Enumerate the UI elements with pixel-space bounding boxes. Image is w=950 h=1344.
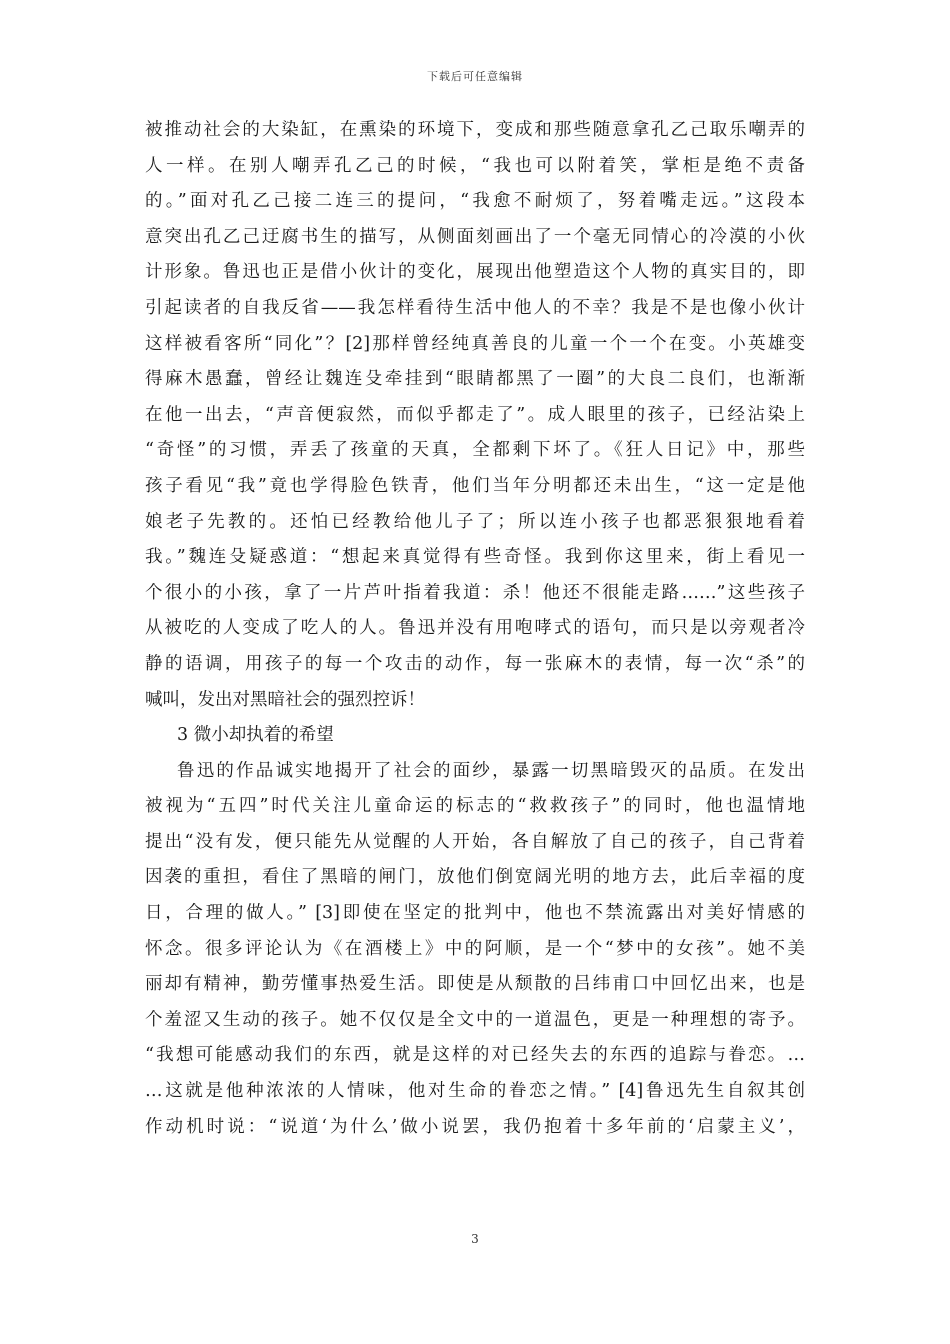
text-line: 这样被看客所“同化”？[2]那样曾经纯真善良的儿童一个一个在变。小英雄变 [145,333,805,354]
text-line: 人一样。在别人嘲弄孔乙己的时候，“我也可以附着笑，掌柜是绝不责备 [145,155,805,176]
text-line: 引起读者的自我反省——我怎样看待生活中他人的不幸？我是不是也像小伙计 [145,297,805,318]
text-line: 从被吃的人变成了吃人的人。鲁迅并没有用咆哮式的语句，而只是以旁观者冷 [145,618,805,639]
text-line: 被视为“五四”时代关注儿童命运的标志的“救救孩子”的同时，他也温情地 [145,796,805,817]
text-line: 娘老子先教的。还怕已经教给他儿子了；所以连小孩子也都恶狠狠地看着 [145,511,805,532]
body-text [145,113,805,1145]
text-line: 提出“没有发，便只能先从觉醒的人开始，各自解放了自己的孩子，自己背着 [145,831,805,852]
text-line: 的。”面对孔乙己接二连三的提问，“我愈不耐烦了，努着嘴走远。”这段本 [145,191,805,212]
text-line: 怀念。很多评论认为《在酒楼上》中的阿顺，是一个“梦中的女孩”。她不美 [145,938,805,959]
text-line: 个很小的小孩，拿了一片芦叶指着我道：杀！他还不很能走路……”这些孩子 [145,582,805,603]
page-number: 3 [471,1232,479,1246]
page-header: 下载后可任意编辑 [427,70,523,83]
text-line: 我。”魏连殳疑惑道：“想起来真觉得有些奇怪。我到你这里来，街上看见一 [145,547,805,568]
text-line: 意突出孔乙己迂腐书生的描写，从侧面刻画出了一个毫无同情心的冷漠的小伙 [145,226,805,247]
text-line: 喊叫，发出对黑暗社会的强烈控诉！ [145,689,425,710]
section-heading: 3 微小却执着的希望 [177,725,334,746]
text-line: 作动机时说：“说道‘为什么’做小说罢，我仍抱着十多年前的‘启蒙主义’， [145,1116,805,1137]
text-line: 得麻木愚蠢，曾经让魏连殳牵挂到“眼睛都黑了一圈”的大良二良们，也渐渐 [145,369,805,390]
text-line: 个羞涩又生动的孩子。她不仅仅是全文中的一道温色，更是一种理想的寄予。 [145,1009,805,1030]
text-line: …这就是他种浓浓的人情味，他对生命的眷恋之情。” [4]鲁迅先生自叙其创 [145,1081,805,1102]
text-line: “我想可能感动我们的东西，就是这样的对已经失去的东西的追踪与眷恋。… [145,1045,805,1066]
text-line: 因袭的重担，看住了黑暗的闸门，放他们倒宽阔光明的地方去，此后幸福的度 [145,867,805,888]
text-line: 孩子看见“我”竟也学得脸色铁青，他们当年分明都还未出生，“这一定是他 [145,475,805,496]
text-line: “奇怪”的习惯，弄丢了孩童的天真，全都剩下坏了。《狂人日记》中，那些 [145,440,805,461]
text-line: 在他一出去，“声音便寂然，而似乎都走了”。成人眼里的孩子，已经沾染上 [145,404,805,425]
text-line: 计形象。鲁迅也正是借小伙计的变化，展现出他塑造这个人物的真实目的，即 [145,262,805,283]
text-line: 丽却有精神，勤劳懂事热爱生活。即使是从颓散的吕纬甫口中回忆出来，也是 [145,974,805,995]
text-line: 静的语调，用孩子的每一个攻击的动作，每一张麻木的表情，每一次“杀”的 [145,653,805,674]
text-line: 日，合理的做人。” [3]即使在坚定的批判中，他也不禁流露出对美好情感的 [145,903,805,924]
text-line: 鲁迅的作品诚实地揭开了社会的面纱，暴露一切黑暗毁灭的品质。在发出 [177,760,805,781]
text-line: 被推动社会的大染缸，在熏染的环境下，变成和那些随意拿孔乙己取乐嘲弄的 [145,120,805,140]
